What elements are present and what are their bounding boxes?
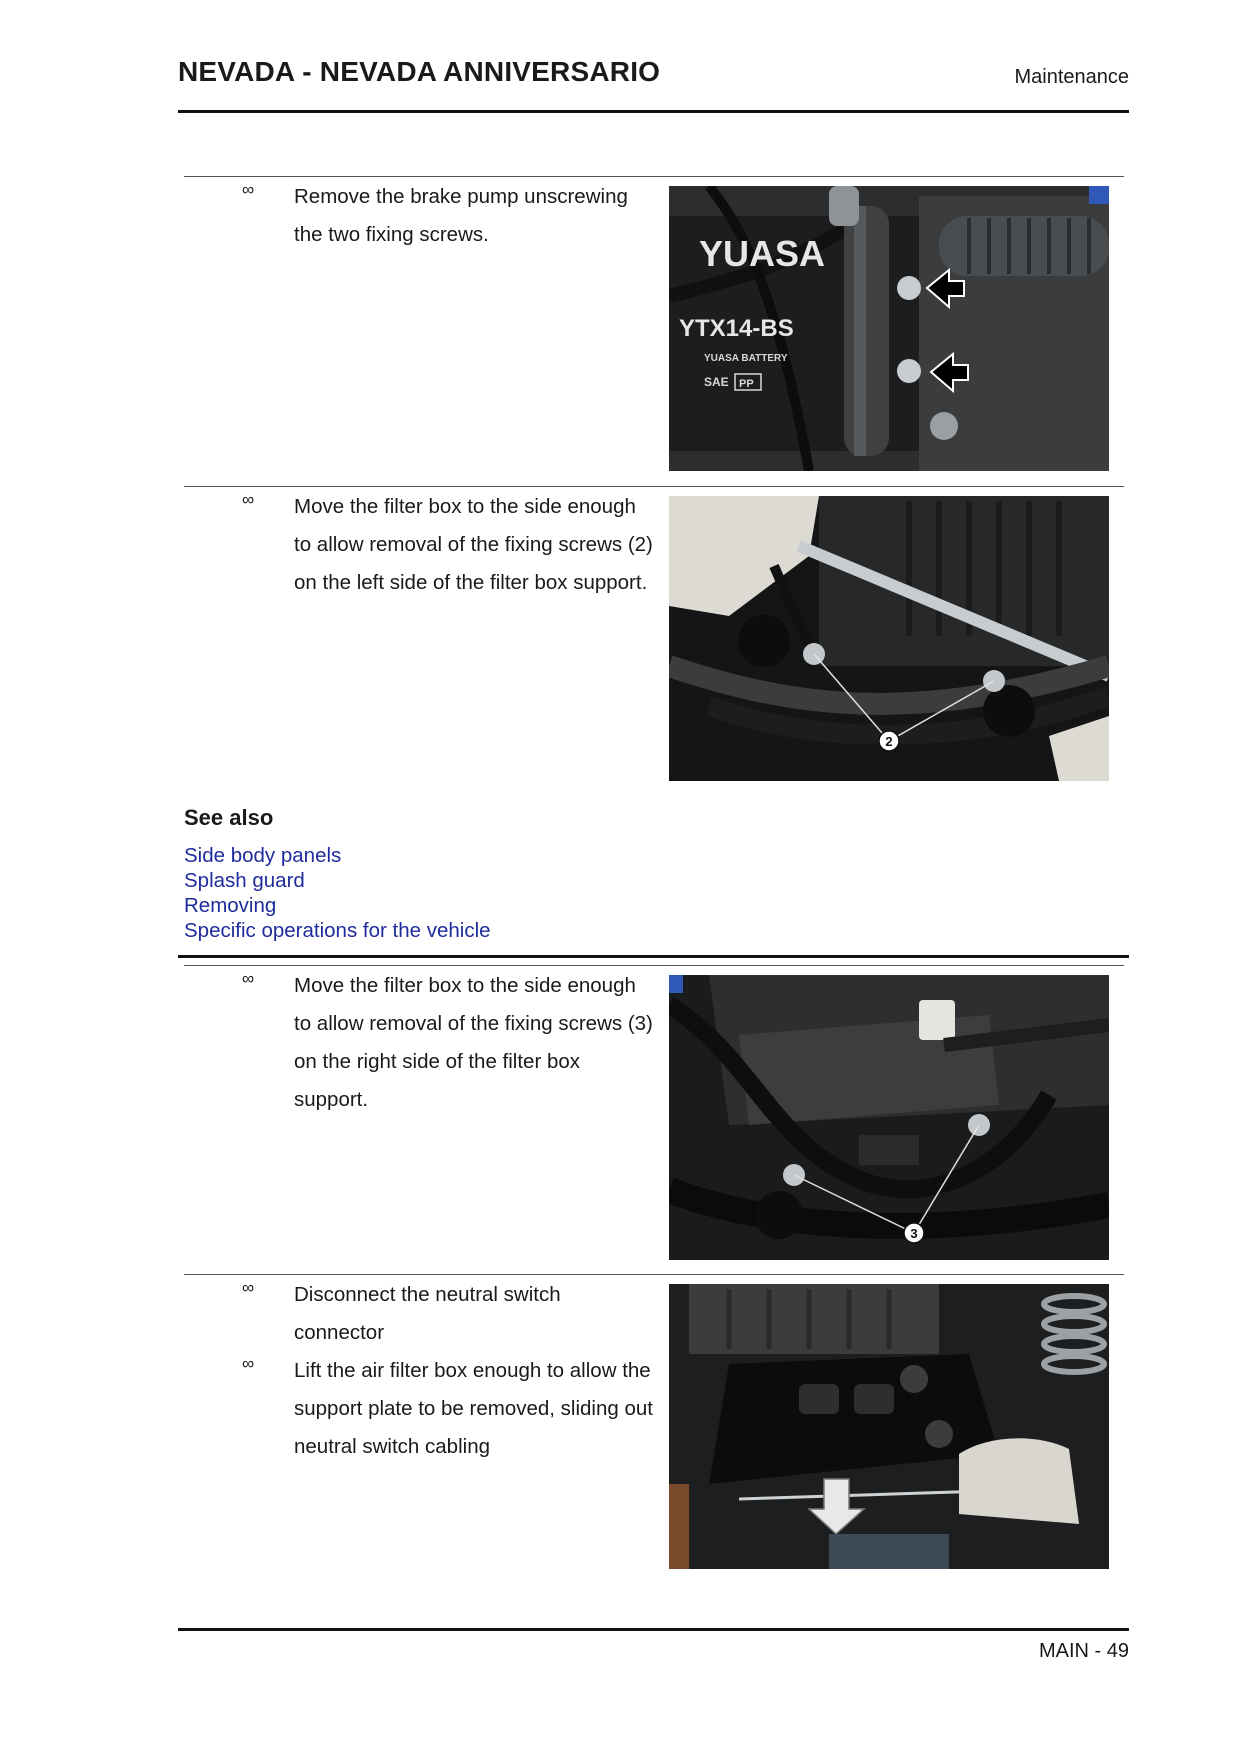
link-splash-guard[interactable]: Splash guard bbox=[184, 869, 305, 892]
instruction-text: Lift the air filter box enough to allow the support plate to be removed, sliding out neutral switch cabling bbox=[294, 1359, 653, 1458]
bullet-icon: ∞ bbox=[242, 180, 255, 199]
section-rule bbox=[178, 955, 1129, 958]
footer-rule bbox=[178, 1628, 1129, 1631]
step-text bbox=[184, 1276, 654, 1466]
callout-number: 3 bbox=[910, 1226, 918, 1241]
photo-support-plate bbox=[669, 1284, 1109, 1569]
bullet-item bbox=[184, 178, 654, 254]
see-also-block bbox=[184, 805, 491, 943]
bullet-item bbox=[184, 967, 654, 1119]
document-title: NEVADA - NEVADA ANNIVERSARIO bbox=[178, 56, 661, 87]
step-text bbox=[184, 178, 654, 254]
bullet-icon: ∞ bbox=[242, 1278, 255, 1297]
link-removing[interactable]: Removing bbox=[184, 894, 277, 917]
step-divider bbox=[184, 176, 1124, 177]
callout-number: 2 bbox=[885, 734, 893, 749]
instruction-text: Disconnect the neutral switch connector bbox=[294, 1283, 561, 1344]
instruction-text: Remove the brake pump unscrewing the two fixing screws. bbox=[294, 185, 628, 246]
step-text bbox=[184, 488, 654, 602]
instruction-text: Move the filter box to the side enough to allow removal of the fixing screws (2) on the left side of the filter box support. bbox=[294, 495, 653, 594]
battery-pp-label: PP bbox=[739, 378, 754, 390]
section-label: Maintenance bbox=[1014, 66, 1129, 88]
step-left-fixing-screws bbox=[184, 488, 1124, 778]
step-divider bbox=[184, 965, 1124, 966]
bullet-icon: ∞ bbox=[242, 1354, 255, 1373]
left-screws-illustration bbox=[669, 496, 1109, 781]
step-right-fixing-screws bbox=[184, 967, 1124, 1257]
page-number: MAIN - 49 bbox=[1038, 1640, 1129, 1662]
battery-model-label: YTX14-BS bbox=[679, 315, 794, 342]
support-plate-illustration bbox=[669, 1284, 1109, 1569]
battery-brand-label: YUASA bbox=[699, 233, 826, 274]
battery-sae-label: SAE bbox=[704, 375, 729, 389]
brake-pump-illustration bbox=[669, 186, 1109, 471]
photo-right-screws bbox=[669, 975, 1109, 1260]
step-divider bbox=[184, 1274, 1124, 1275]
battery-maker-label: YUASA BATTERY bbox=[704, 353, 788, 364]
instruction-text: Move the filter box to the side enough to allow removal of the fixing screws (3) on the right side of the filter box support. bbox=[294, 974, 653, 1111]
photo-brake-pump bbox=[669, 186, 1109, 471]
right-screws-illustration bbox=[669, 975, 1109, 1260]
photo-left-screws bbox=[669, 496, 1109, 781]
bullet-icon: ∞ bbox=[242, 969, 255, 988]
bullet-item bbox=[184, 488, 654, 602]
see-also-heading: See also bbox=[184, 805, 274, 830]
link-side-body-panels[interactable]: Side body panels bbox=[184, 844, 342, 867]
step-divider bbox=[184, 486, 1124, 487]
link-specific-operations[interactable]: Specific operations for the vehicle bbox=[184, 919, 491, 942]
step-support-plate bbox=[184, 1276, 1124, 1566]
bullet-item bbox=[184, 1352, 654, 1466]
bullet-item bbox=[184, 1276, 654, 1352]
header-rule bbox=[178, 110, 1129, 113]
step-text bbox=[184, 967, 654, 1119]
bullet-icon: ∞ bbox=[242, 490, 255, 509]
step-remove-brake-pump bbox=[184, 178, 1124, 468]
